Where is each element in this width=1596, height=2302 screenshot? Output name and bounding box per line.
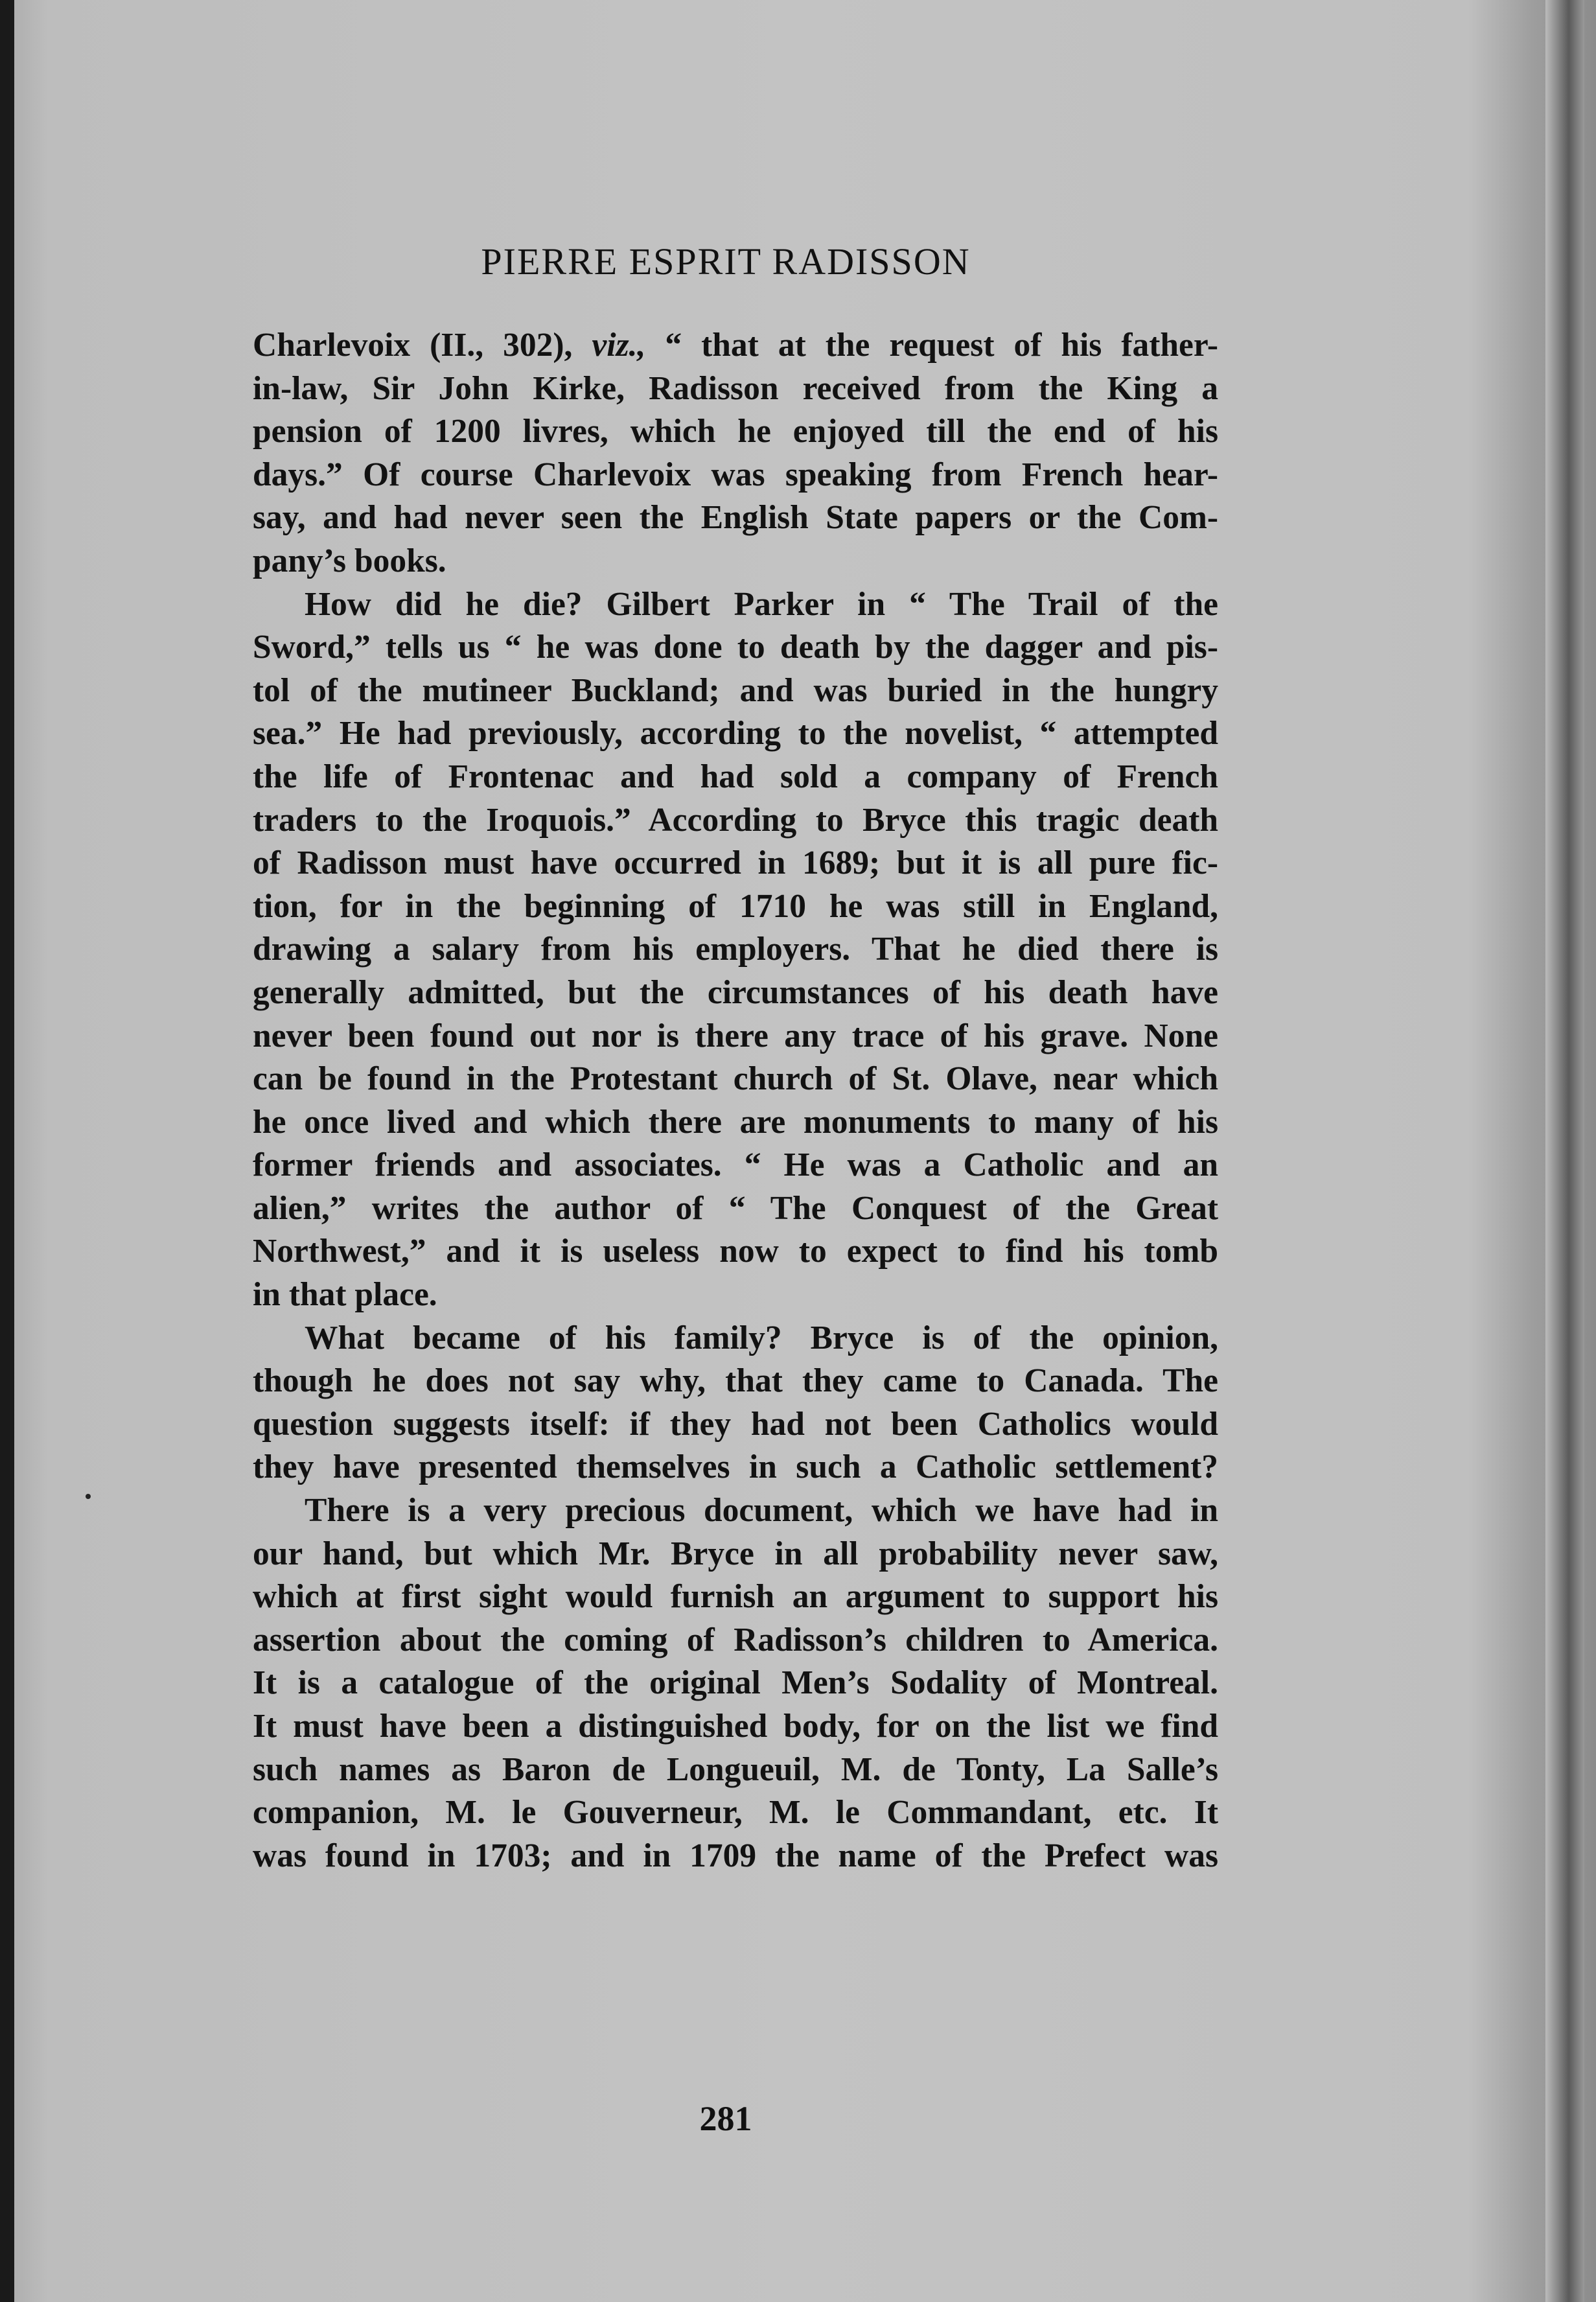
text-line: in that place. <box>253 1276 437 1314</box>
text-line: alien,” writes the author of “ The Conquest of the Great <box>253 1189 1218 1227</box>
running-head: PIERRE ESPRIT RADISSON <box>481 240 971 283</box>
text-line: It is a catalogue of the original Men’s Sodality of Montreal. <box>253 1664 1218 1702</box>
text-line: though he does not say why, that they came to Canada. The <box>253 1362 1218 1400</box>
text-line: Sword,” tells us “ he was done to death by the dagger and pis- <box>253 629 1218 666</box>
text-line: can be found in the Protestant church of St. Olave, near which <box>253 1060 1218 1098</box>
text-line: the life of Frontenac and had sold a company of French <box>253 758 1218 795</box>
text-line: of Radisson must have occurred in 1689; but it is all pure fic- <box>253 844 1218 882</box>
text-line: say, and had never seen the English State papers or the Com- <box>253 499 1218 537</box>
text-line: companion, M. le Gouverneur, M. le Commandant, etc. It <box>253 1794 1218 1831</box>
text-line: our hand, but which Mr. Bryce in all probability never saw, <box>253 1535 1218 1572</box>
body-text <box>253 324 1218 1878</box>
text-line: which at first sight would furnish an argument to support his <box>253 1578 1218 1616</box>
text-line: was found in 1703; and in 1709 the name of the Prefect was <box>253 1837 1218 1874</box>
page-left-shadow <box>0 0 14 2302</box>
text-line: pension of 1200 livres, which he enjoyed till the end of his <box>253 413 1218 450</box>
text-line: never been found out nor is there any trace of his grave. None <box>253 1017 1218 1054</box>
text-line: pany’s books. <box>253 542 446 579</box>
text-line: It must have been a distinguished body, for on the list we find <box>253 1708 1218 1745</box>
text-line: sea.” He had previously, according to the novelist, “ attempted <box>253 715 1218 752</box>
scan-speck <box>86 1494 91 1499</box>
text-line: Northwest,” and it is useless now to expect to find his tomb <box>253 1233 1218 1270</box>
text-line: he once lived and which there are monuments to many of his <box>253 1103 1218 1141</box>
text-line: generally admitted, but the circumstances of his death have <box>253 973 1218 1011</box>
paragraph-3 <box>253 1317 1218 1489</box>
text-line: There is a very precious document, which we have had in <box>305 1492 1218 1529</box>
text-line: they have presented themselves in such a Catholic settlement? <box>253 1448 1218 1486</box>
text-line: drawing a salary from his employers. That he died there is <box>253 931 1218 968</box>
text-line: such names as Baron de Longueuil, M. de Tonty, La Salle’s <box>253 1750 1218 1788</box>
page-right-binding-edge <box>1545 0 1584 2302</box>
paragraph-1 <box>253 324 1218 583</box>
text-line: tion, for in the beginning of 1710 he was still in England, <box>253 887 1218 925</box>
text-line: traders to the Iroquois.” According to Bryce this tragic death <box>253 801 1218 839</box>
text-line: assertion about the coming of Radisson’s children to America. <box>253 1621 1218 1658</box>
text-line: former friends and associates. “ He was a Catholic and an <box>253 1146 1218 1184</box>
page-number: 281 <box>699 2099 752 2138</box>
text-line: Charlevoix (II., 302), viz., “ that at the request of his father- <box>253 327 1218 364</box>
text-line: How did he die? Gilbert Parker in “ The Trail of the <box>305 585 1218 623</box>
paragraph-2 <box>253 583 1218 1317</box>
text-line: What became of his family? Bryce is of the opinion, <box>305 1319 1218 1356</box>
text-line: days.” Of course Charlevoix was speaking from French hear- <box>253 456 1218 493</box>
text-line: question suggests itself: if they had not been Catholics would <box>253 1405 1218 1443</box>
paragraph-4 <box>253 1489 1218 1878</box>
text-line: tol of the mutineer Buckland; and was buried in the hungry <box>253 671 1218 709</box>
text-line: in-law, Sir John Kirke, Radisson received from the King a <box>253 369 1218 407</box>
